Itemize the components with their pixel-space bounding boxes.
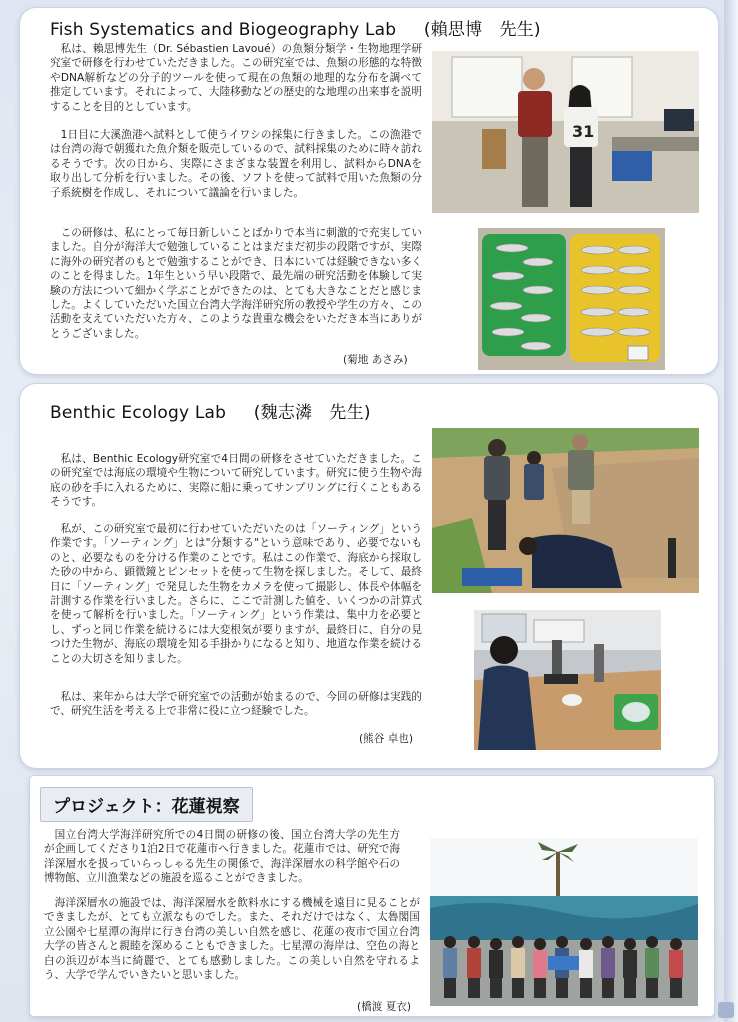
fish-lab-title-en: Fish Systematics and Biogeography Lab (50, 20, 397, 40)
benthic-lab-title-en: Benthic Ecology Lab (50, 403, 227, 423)
benthic-lab-paragraph-3: 私は、来年からは大学で研究室での活動が始まるので、今回の研修は実践的で、研究生活を考える上で非常に役に立つ経験でした。 (50, 691, 422, 718)
project-paragraph-2: 海洋深層水の施設では、海洋深層水を飲料水にする機械を遠目に見ることができましたが、とても立派なものでした。また、それだけではなく、太魯閣国立公園や七星潭の海岸に行き台湾の美しい自然を感じ、花蓮の夜市で国立台湾大学の皆さんと親睦を深めることもできました。七星潭の海岸は、空色の海と白の浜辺が本当に綺麗で、とても感動しました。この美しい自然を守れるよう、大学で学んでいきたいと思いました。 (44, 897, 420, 982)
fish-lab-title (50, 15, 541, 40)
fish-lab-paragraph-3: この研修は、私にとって毎日新しいことばかりで本当に刺激的で充実していました。自分が海洋大で勉強していることはまだまだ初歩の段階ですが、実際に海外の研究者のもとで勉強することができ、日本にいては経験できない多くのことを得ました。1年生という早い段階で、最先端の研究活動を体験して実験の方法について細かく学ぶことができたのは、とても大きなことだと感じました。よくしていただいた国立台湾大学海洋研究所の教授や学生の方々、この活動を支えていただいた方々、このような貴重な機会をいただき本当にありがとうございました。 (50, 227, 422, 340)
fish-lab-title-jp: (賴思博 先生) (423, 20, 541, 40)
page-edge-shadow (724, 0, 738, 1022)
fish-lab-author: (菊地 あさみ) (343, 354, 408, 366)
fish-lab-paragraph-2: 1日目に大溪漁港へ試料として使うイワシの採集に行きました。この漁港では台湾の海で朝獲れた魚介類を販売しているので、試料採集のために時々訪れるそうです。次の日から、実際にさまざまな装置を利用し、試料からDNAを取り出して分析を行いました。その後、ソフトを使って試料で用いた魚類の分子系統樹を作成し、それについて議論を行いました。 (50, 129, 422, 199)
field-sampling-photo (432, 428, 699, 593)
benthic-lab-paragraph-1: 私は、Benthic Ecology研究室で4日間の研修をさせていただきました。この研究室では海底の環境や生物について研究しています。研究に使う生物や海底の砂を手に入れるために、実際に船に乗ってサンプリングに行くこともあるそうです。 (50, 453, 422, 509)
project-author: (橋渡 夏衣) (357, 1001, 412, 1013)
project-label: プロジェクト：花蓮視察 (40, 787, 253, 822)
group-photo (430, 838, 698, 1006)
benthic-lab-title (50, 398, 371, 423)
fish-lab-paragraph-1: 私は、賴思博先生（Dr. Sébastien Lavoué）の魚類分類学・生物地理学研究室で研修を行わせていただきました。この研究室では、魚類の形態的な特徴やDNA解析などの分子的ツールを使って現在の魚類の地理的な分布を調べて推定しています。それによって、大陸移動などの歴史的な地理の出来事を説明することを目的としています。 (50, 43, 422, 113)
fish-trays-photo (478, 228, 665, 370)
benthic-lab-paragraph-2: 私が、この研究室で最初に行わせていただいたのは「ソーティング」という作業です。「ソーティング」とは"分類する"という意味であり、必要でないものと、必要なものを分ける作業のことです。私はこの作業で、海底から採取した砂の中から、顕微鏡とピンセットを使って生物を探しました。そして、最終日に「ソーティング」で発見した生物をカメラを使って撮影し、体長や体幅を計測する作業を行いました。さらに、ここで計測した値を、いくつかの計算式を使って解析を行いました。「ソーティング」という作業は、集中力を必要とし、ずっと同じ作業を続けるには大変根気が要りますが、最終日に、自分の見つけた生物が、海底の環境を知る手掛かりになると知り、地道な作業を続けることの大切さを知りました。 (50, 523, 422, 665)
shirt-number: 31 (572, 122, 595, 141)
project-paragraph-1: 国立台湾大学海洋研究所での4日間の研修の後、国立台湾大学の先生方が企画してくださり1泊2日で花蓮市へ行きました。花蓮市では、研究で海洋深層水を扱っていらっしゃる先生の関係で、海洋深層水の科学館や石の博物館、立川漁業などの施設を巡ることができました。 (44, 829, 400, 885)
benthic-lab-title-jp: (魏志潾 先生) (253, 403, 371, 423)
lab-portrait-photo (432, 51, 699, 213)
benthic-lab-author: (熊谷 卓也) (359, 733, 414, 745)
microscope-sorting-photo (474, 610, 661, 750)
page-corner-mark (718, 1002, 734, 1018)
